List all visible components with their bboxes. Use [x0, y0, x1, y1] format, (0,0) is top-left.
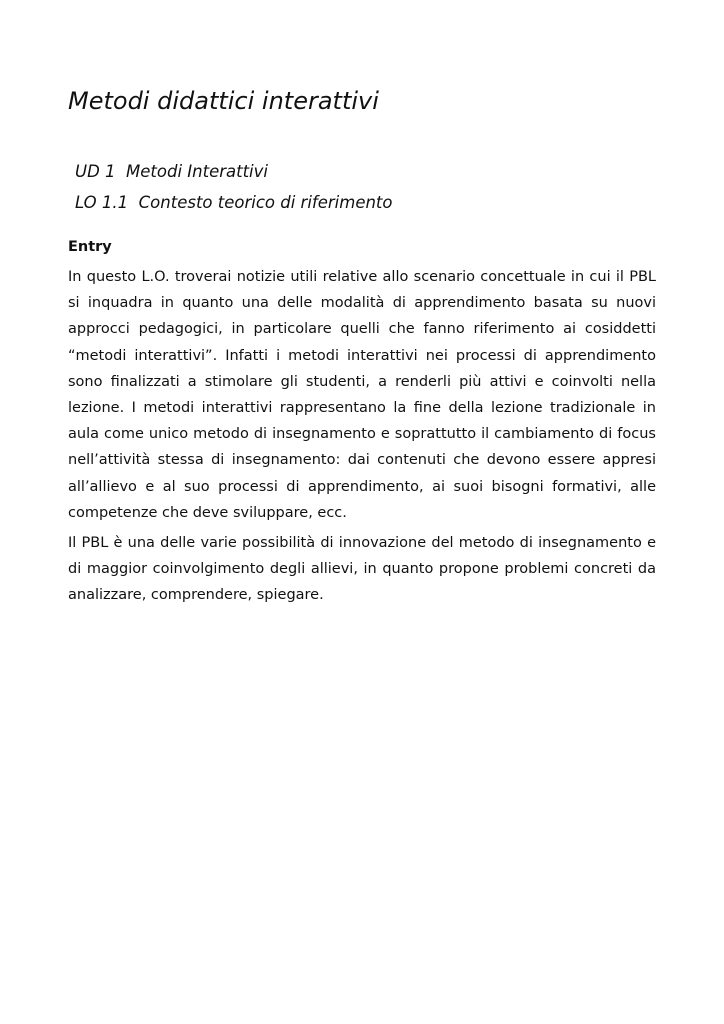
- page-title: Metodi didattici interattivi: [68, 87, 379, 115]
- section-heading-entry: Entry: [68, 239, 112, 255]
- learning-object-heading: LO 1.1 Contesto teorico di riferimento: [75, 193, 393, 212]
- body-paragraph-pbl: Il PBL è una delle varie possibilità di innovazione del metodo di insegnamento e di maggior coinvolgimento degli allievi, in quanto propone problemi concreti da analizzare, comprendere, spiegare.: [68, 535, 656, 604]
- unit-heading: UD 1 Metodi Interattivi: [75, 162, 268, 181]
- body-paragraph-intro: In questo L.O. troverai notizie utili relative allo scenario concettuale in cui il PBL si inquadra in quanto una delle modalità di apprendimento basata su nuovi approcci pedagogici, in particolare quelli che fanno riferimento ai cosiddetti “metodi interattivi”. Infatti i metodi interattivi nei processi di apprendimento sono finalizzati a stimolare gli studenti, a renderli più attivi e coinvolti nella lezione. I metodi interattivi rappresentano la fine della lezione tradizionale in aula come unico metodo di insegnamento e soprattutto il cambiamento di focus nell’attività stessa di insegnamento: dai contenuti che devono essere appresi all’allievo e al suo processi di apprendimento, ai suoi bisogni formativi, alle competenze che deve sviluppare, ecc.: [68, 269, 656, 521]
